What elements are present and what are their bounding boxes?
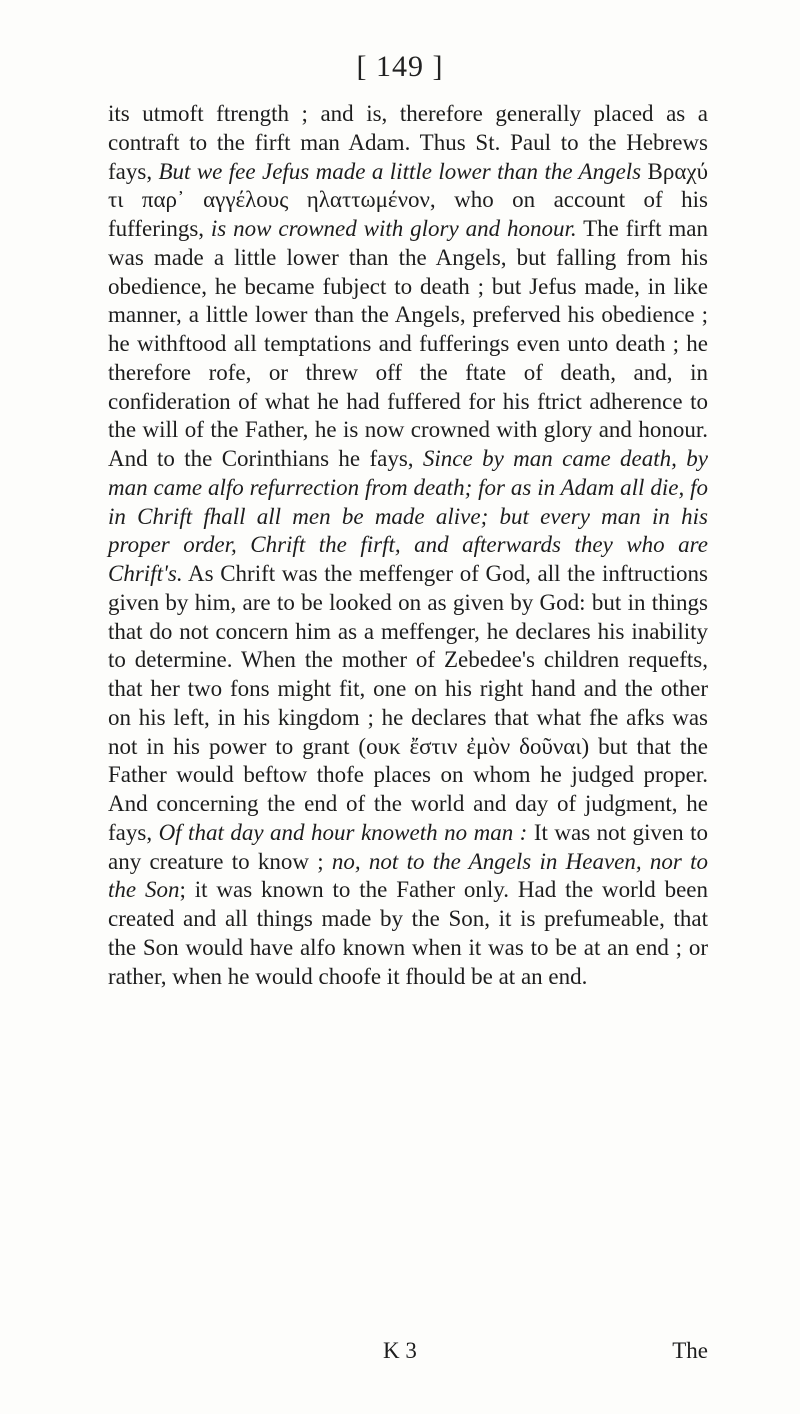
signature-mark: K 3 [383, 1338, 417, 1363]
catchword: The [672, 1338, 708, 1363]
italic-quote: Since by man came death, by man came alfo refurrection from death; for as in Adam all die, fo in Chrift fhall all men be made alive; but every man in his proper order, Chrift the firft, and afterwards they who are Chrift's. [108, 446, 708, 586]
text-segment: ; it was known to the Father only. Had the world been created and all things made by the Son, it is prefumeable, that the Son would have alfo known when it was to be at an end ; or rather, when he would choofe it fhould be at an end. [108, 877, 709, 989]
text-segment: Βραχύ τι παρ᾽ αγγέλους ηλαττωμένον, who on account of his fufferings, [108, 158, 709, 241]
text-segment: The firft man was made a little lower than the Angels, but falling from his obedience, he became fubject to death ; but Jefus made, in like manner, a little lower than the Angels, preferved his obedience ; he withftood all temptations and fufferings even unto death ; he therefore rofe, or threw off the ftate of death, and, in confideration of what he had fuffered for his ftrict adherence to the will of the Father, he is now crowned with glory and honour. And to the Corinthians he fays, [108, 216, 708, 471]
body-paragraph [108, 100, 708, 991]
page-footer [108, 1338, 708, 1368]
text-segment: As Chrift was the meffenger of God, all the inftructions given by him, are to be looked on as given by God: but in things that do not concern him as a meffenger, he declares his inability to determine. When the mother of Zebedee's children requefts, that her two fons might fit, one on his right hand and the other on his left, in his kingdom ; he declares that what fhe afks was not in his power to grant (ουκ ἔστιν ἐμὸν δοῦναι) but that the Father would beftow thofe places on whom he judged proper. And concerning the end of the world and day of judgment, he fays, [108, 561, 708, 845]
italic-quote: is now crowned with glory and honour. [210, 216, 577, 241]
text-segment: It was not given to any creature to know ; [108, 819, 708, 874]
italic-quote: no, not to the Angels in Heaven, nor to the Son [108, 848, 708, 903]
page-number: [ 149 ] [356, 50, 444, 83]
text-segment: its utmoft ftrength ; and is, therefore generally placed as a contraft to the firft man Adam. Thus St. Paul to the Hebrews fays, [108, 101, 708, 184]
italic-quote: But we fee Jefus made a little lower than the Angels [158, 158, 642, 184]
italic-quote: Of that day and hour knoweth no man : [158, 819, 528, 845]
